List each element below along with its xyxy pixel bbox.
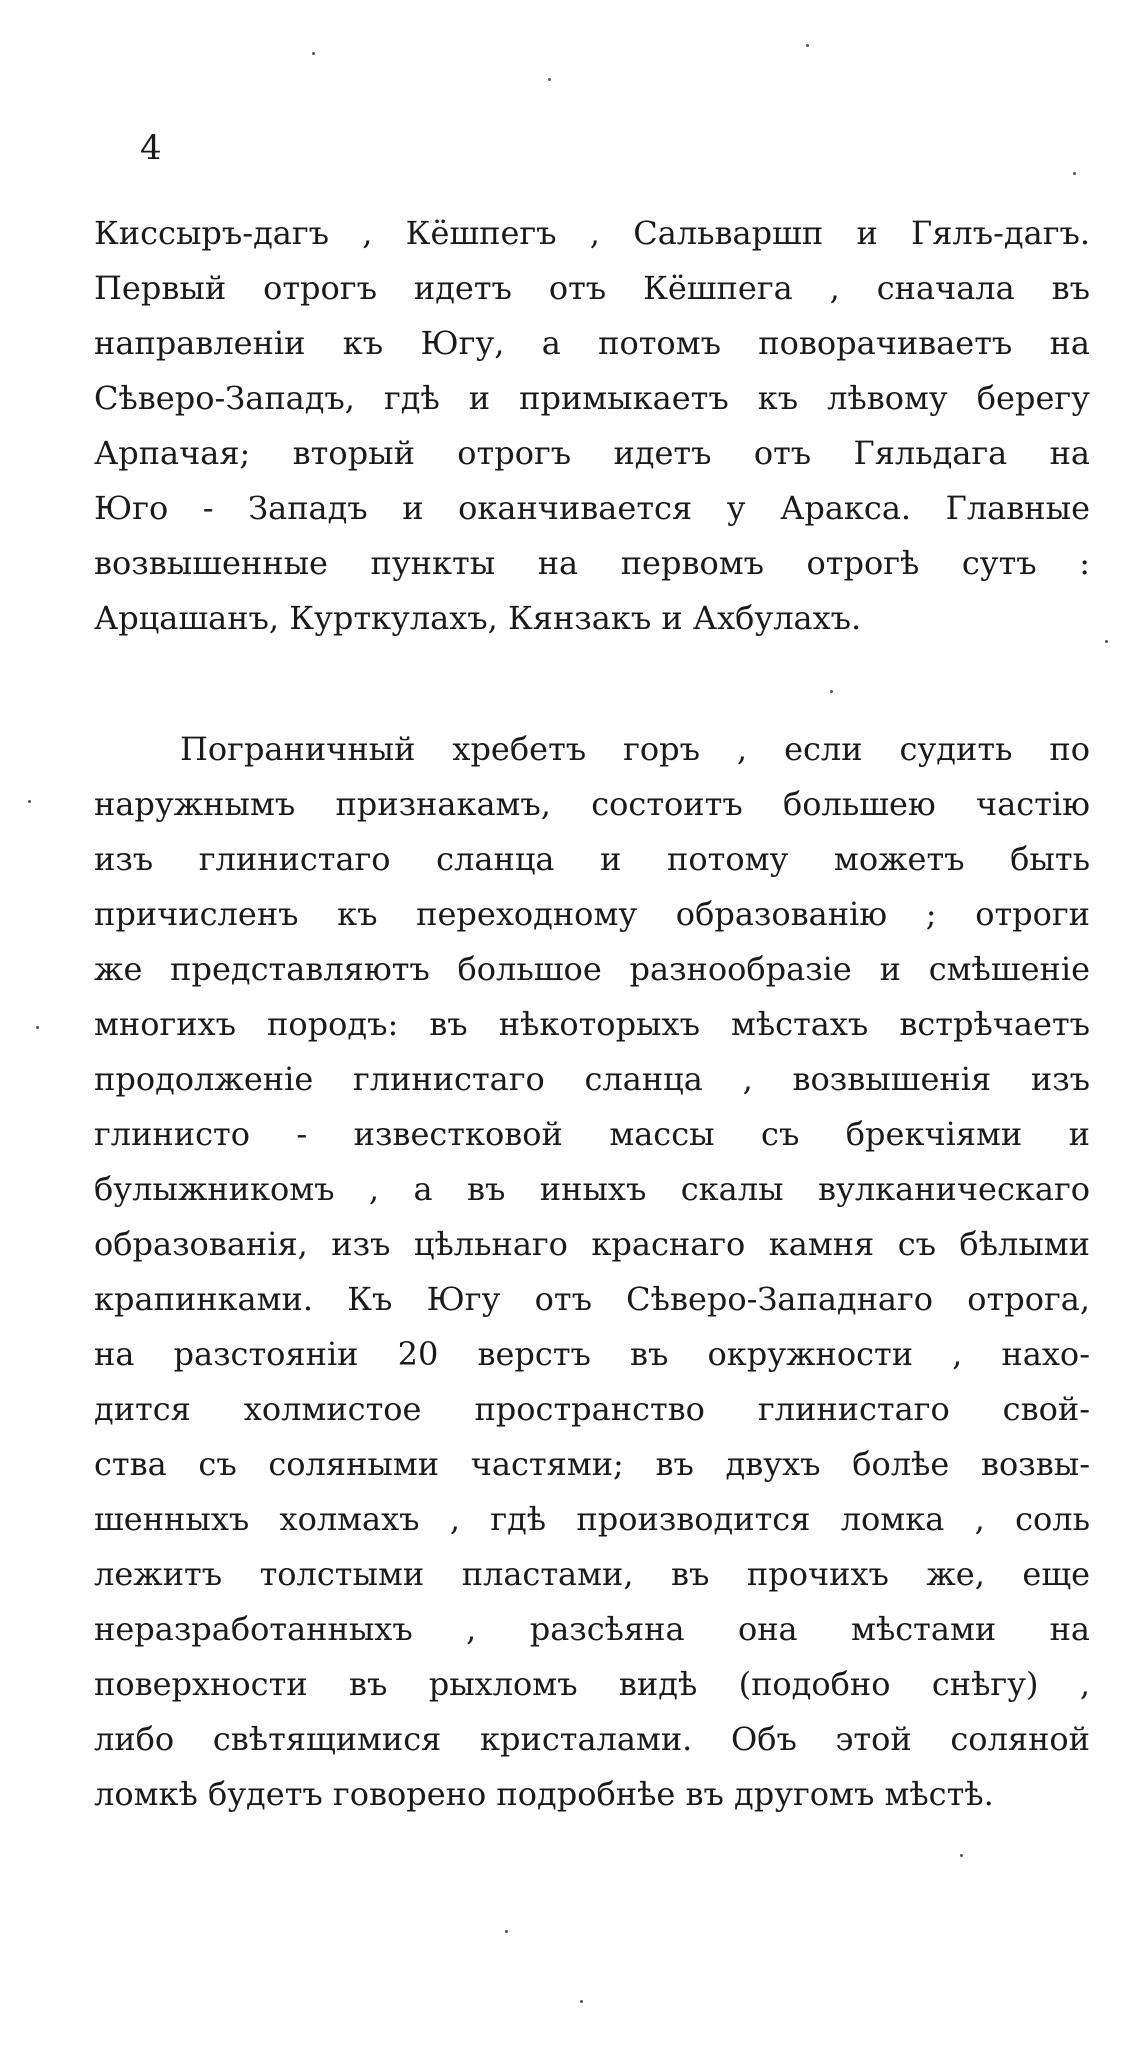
text-line: либо свѣтящимися кристалами. Объ этой соляной [94,1720,1090,1758]
print-speck [548,78,551,81]
page-number: 4 [140,128,162,168]
text-line: изъ глинистаго сланца и потому можетъ быть [94,840,1090,878]
text-line: ства съ соляными частями; въ двухъ болѣе возвы- [94,1445,1090,1483]
text-line: Арцашанъ, Курткулахъ, Кянзакъ и Ахбулахъ. [94,599,862,637]
print-speck [36,1026,39,1029]
text-line: дится холмистое пространство глинистаго свой- [94,1390,1090,1428]
text-line: глинисто - известковой массы съ брекчіями и [94,1115,1090,1153]
print-speck [830,690,833,693]
print-speck [1073,172,1076,175]
paragraph-2 [94,722,1090,1822]
print-speck [1105,640,1108,643]
print-speck [580,2000,583,2003]
text-line: Сѣверо-Западъ, гдѣ и примыкаетъ къ лѣвому берегу [94,379,1090,417]
text-line: Арпачая; вторый отрогъ идетъ отъ Гяльдага на [94,434,1090,472]
print-speck [28,800,31,803]
text-line: ломкѣ будетъ говорено подробнѣе въ другомъ мѣстѣ. [94,1775,994,1813]
text-line: продолженіе глинистаго сланца , возвышенія изъ [94,1060,1090,1098]
text-line: причисленъ къ переходному образованію ; отроги [94,895,1090,933]
text-line: лежитъ толстыми пластами, въ прочихъ же, еще [94,1555,1090,1593]
print-speck [505,1930,508,1933]
text-line: многихъ породъ: въ нѣкоторыхъ мѣстахъ встрѣчаетъ [94,1005,1090,1043]
paragraph-1 [94,206,1090,646]
text-line: возвышенные пункты на первомъ отрогѣ сутъ : [94,544,1090,582]
text-line: булыжникомъ , а въ иныхъ скалы вулканическаго [94,1170,1090,1208]
print-speck [806,44,809,47]
text-line: неразработанныхъ , разсѣяна она мѣстами на [94,1610,1090,1648]
print-speck [960,1854,963,1857]
text-line: на разстояніи 20 верстъ въ окружности , нахо- [94,1335,1090,1373]
print-speck [312,52,315,55]
text-line: шенныхъ холмахъ , гдѣ производится ломка , соль [94,1500,1090,1538]
text-line: Юго - Западъ и оканчивается у Аракса. Главные [94,489,1090,527]
text-line: Первый отрогъ идетъ отъ Кёшпега , сначала въ [94,269,1090,307]
text-line: Пограничный хребетъ горъ , если судить по [180,730,1090,768]
text-line: направленіи къ Югу, а потомъ поворачиваетъ на [94,324,1090,362]
text-line: же представляютъ большое разнообразіе и смѣшеніе [94,950,1090,988]
text-line: крапинками. Къ Югу отъ Сѣверо-Западнаго отрога, [94,1280,1090,1318]
text-line: наружнымъ признакамъ, состоитъ большею частію [94,785,1090,823]
text-line: Киссыръ-дагъ , Кёшпегъ , Сальваршп и Гялъ-дагъ. [94,214,1090,252]
text-line: поверхности въ рыхломъ видѣ (подобно снѣгу) , [94,1665,1090,1703]
text-line: образованія, изъ цѣльнаго краснаго камня съ бѣлыми [94,1225,1090,1263]
